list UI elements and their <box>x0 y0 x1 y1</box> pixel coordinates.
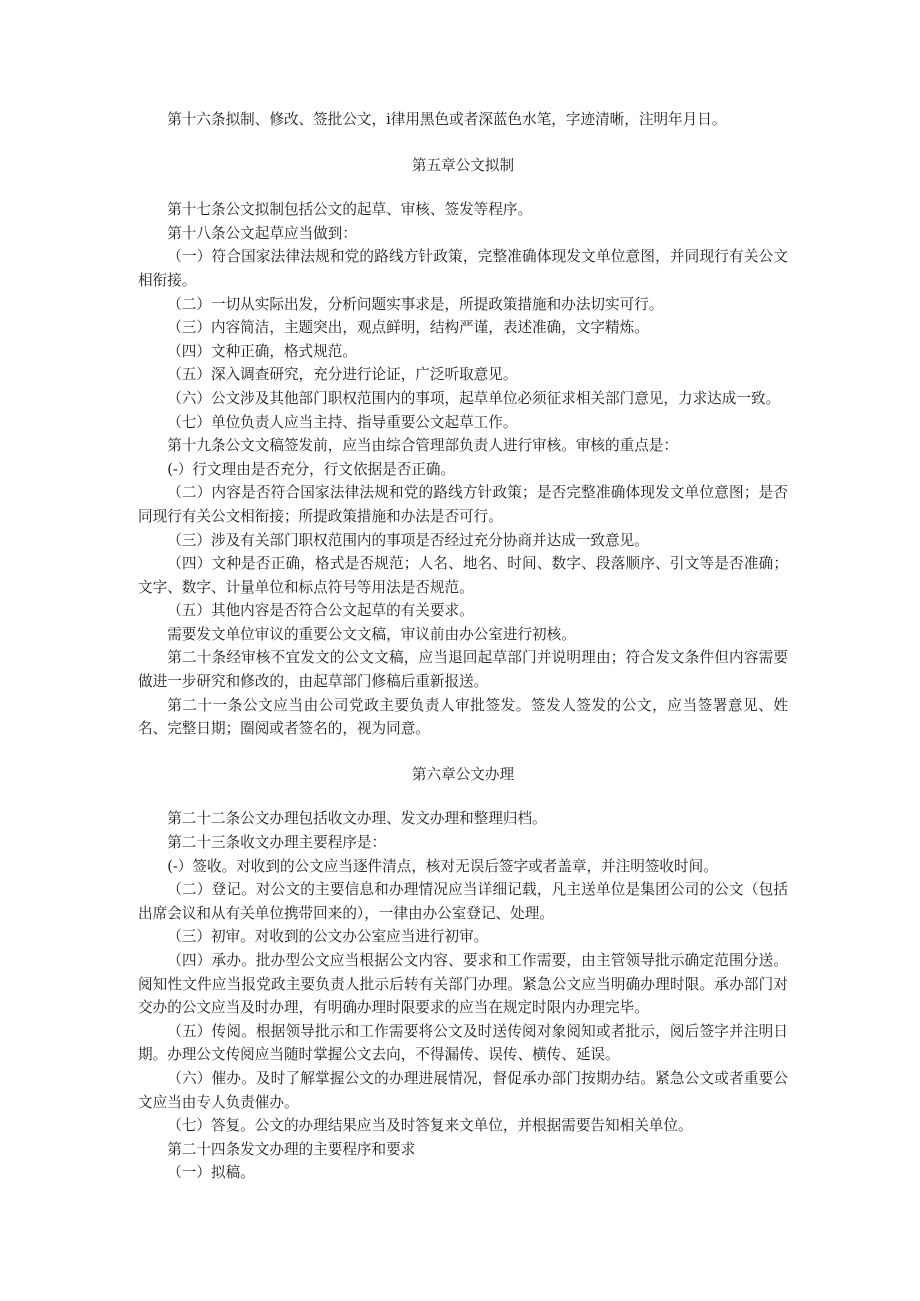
article-23-item-3: （三）初审。对收到的公文办公室应当进行初审。 <box>167 928 489 946</box>
article-18-item-6: （六）公文涉及其他部门职权范围内的事项，起草单位必须征求相关部门意见，力求达成一致。 <box>167 389 781 407</box>
article-18-item-7: （七）单位负责人应当主持、指导重要公文起草工作。 <box>167 413 518 431</box>
article-18-item-1: （一）符合国家法律法规和党的路线方针政策，完整准确体现发文单位意图，并同现行有关公文相衔接。 <box>138 248 788 289</box>
article-19-item-2: （二）内容是否符合国家法律法规和党的路线方针政策；是否完整准确体现发文单位意图；是否同现行有关公文相衔接；所提政策措施和办法是否可行。 <box>138 484 788 525</box>
article-23-item-7: （七）答复。公文的办理结果应当及时答复来文单位，并根据需要告知相关单位。 <box>167 1117 693 1135</box>
article-19-item-5: （五）其他内容是否符合公文起草的有关要求。 <box>167 602 474 620</box>
article-18-item-4: （四）文种正确，格式规范。 <box>167 342 357 360</box>
chapter-6-title: 第六章公文办理 <box>411 765 515 783</box>
article-22: 第二十二条公文办理包括收文办理、发文办理和整理归档。 <box>167 810 547 828</box>
article-20: 第二十条经审核不宜发文的公文文稿，应当退回起草部门并说明理由；符合发文条件但内容需要做进一步研究和修改的，由起草部门修稿后重新报送。 <box>138 649 788 691</box>
article-18-item-3: （三）内容简洁，主题突出，观点鲜明，结构严谨，表述准确，文字精炼。 <box>167 319 649 337</box>
article-23: 第二十三条收文办理主要程序是： <box>167 834 387 852</box>
article-18: 第十八条公文起草应当做到： <box>167 224 357 242</box>
article-18-item-5: （五）深入调查研究，充分进行论证，广泛听取意见。 <box>167 366 518 384</box>
chapter-5-title: 第五章公文拟制 <box>411 156 515 174</box>
document-page <box>138 108 788 1185</box>
article-23-item-5: （五）传阅。根据领导批示和工作需要将公文及时送传阅对象阅知或者批示，阅后签字并注明日期。办理公文传阅应当随时掌握公文去向，不得漏传、误传、横传、延误。 <box>138 1022 788 1064</box>
article-23-item-6: （六）催办。及时了解掌握公文的办理进展情况，督促承办部门按期办结。紧急公文或者重要公文应当由专人负责催办。 <box>138 1069 788 1111</box>
article-23-item-2: （二）登记。对公文的主要信息和办理情况应当详细记载，凡主送单位是集团公司的公文（包括出席会议和从有关单位携带回来的），一律由办公室登记、处理。 <box>138 881 788 922</box>
article-19-item-4: （四）文种是否正确，格式是否规范；人名、地名、时间、数字、段落顺序、引文等是否准确；文字、数字、计量单位和标点符号等用法是否规范。 <box>138 555 788 596</box>
article-24-item-1: （一）拟稿。 <box>167 1164 255 1182</box>
article-24: 第二十四条发文办理的主要程序和要求 <box>167 1140 416 1158</box>
article-23-item-1: (-）签收。对收到的公文应当逐件清点，核对无误后签字或者盖章，并注明签收时间。 <box>167 857 718 875</box>
review-note: 需要发文单位审议的重要公文文稿，审议前由办公室进行初核。 <box>167 625 576 643</box>
article-17: 第十七条公文拟制包括公文的起草、审核、签发等程序。 <box>167 201 533 219</box>
article-18-item-2: （二）一切从实际出发，分析问题实事求是，所提政策措施和办法切实可行。 <box>167 295 664 313</box>
article-19-item-1: (-）行文理由是否充分，行文依据是否正确。 <box>167 460 456 478</box>
article-21: 第二十一条公文应当由公司党政主要负责人审批签发。签发人签发的公文，应当签署意见、姓名、完整日期；圈阅或者签名的，视为同意。 <box>138 696 788 738</box>
article-23-item-4: （四）承办。批办型公文应当根据公文内容、要求和工作需要，由主管领导批示确定范围分送。阅知性文件应当报党政主要负责人批示后转有关部门办理。紧急公文应当明确办理时限。承办部门对交办的公文应当及时办理，有明确办理时限要求的应当在规定时限内办理完毕。 <box>138 952 788 1017</box>
article-16-paragraph: 第十六条拟制、修改、签批公文，i律用黑色或者深蓝色水笔，字迹清晰，注明年月日。 <box>167 111 727 128</box>
article-19: 第十九条公文文稿签发前，应当由综合管理部负责人进行审核。审核的重点是： <box>167 437 678 455</box>
article-19-item-3: （三）涉及有关部门职权范围内的事项是否经过充分协商并达成一致意见。 <box>167 531 649 549</box>
